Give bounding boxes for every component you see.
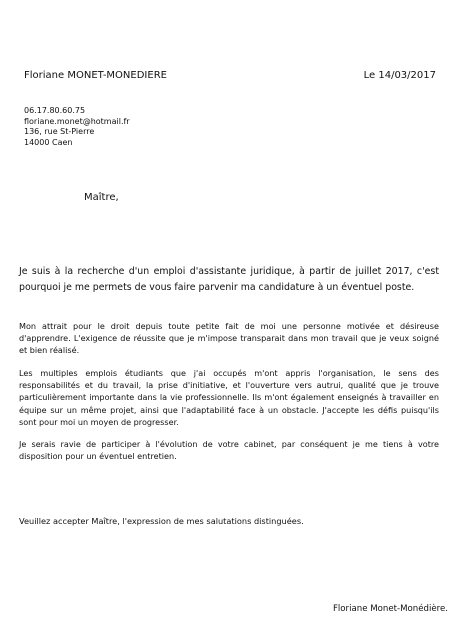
contact-city: 14000 Caen: [24, 137, 73, 147]
closing-formula: Veuillez accepter Maître, l'expression de mes salutations distinguées.: [19, 516, 304, 526]
contact-email: floriane.monet@hotmail.fr: [24, 116, 130, 126]
contact-block: [24, 106, 130, 148]
paragraph-availability: Je serais ravie de participer à l'évolution de votre cabinet, par conséquent je me tiens à votre disposition pour un éventuel entretien.: [19, 439, 439, 462]
paragraph-intro: Je suis à la recherche d'un emploi d'assistante juridique, à partir de juillet 2017, c'est pourquoi je me permets de vous faire parvenir ma candidature à un éventuel poste.: [19, 266, 439, 293]
paragraph-motivation: Mon attrait pour le droit depuis toute petite fait de moi une personne motivée et désireuse d'apprendre. L'exigence de réussite que je m'impose transparait dans mon travail que je veux soigné et bien réalisé.: [19, 321, 439, 356]
salutation: Maître,: [84, 192, 119, 203]
paragraph-experience: Les multiples emplois étudiants que j'ai occupés m'ont appris l'organisation, le sens des responsabilités et du travail, la prise d'initiative, et l'ouverture vers autrui, qualité que je trouve particulièrement importante dans la vie professionnelle. Ils m'ont également enseignés à travailler en équipe sur un même projet, ainsi que l'adaptabilité face à un obstacle. J'accepte les défis puisqu'ils sont pour moi un moyen de progresser.: [19, 368, 439, 427]
sender-name: Floriane MONET-MONEDIERE: [24, 70, 167, 81]
contact-phone: 06.17.80.60.75: [24, 106, 86, 115]
letter-date: Le 14/03/2017: [363, 70, 436, 81]
signature: Floriane Monet-Monédière.: [332, 604, 448, 614]
contact-street: 136, rue St-Pierre: [24, 127, 95, 136]
